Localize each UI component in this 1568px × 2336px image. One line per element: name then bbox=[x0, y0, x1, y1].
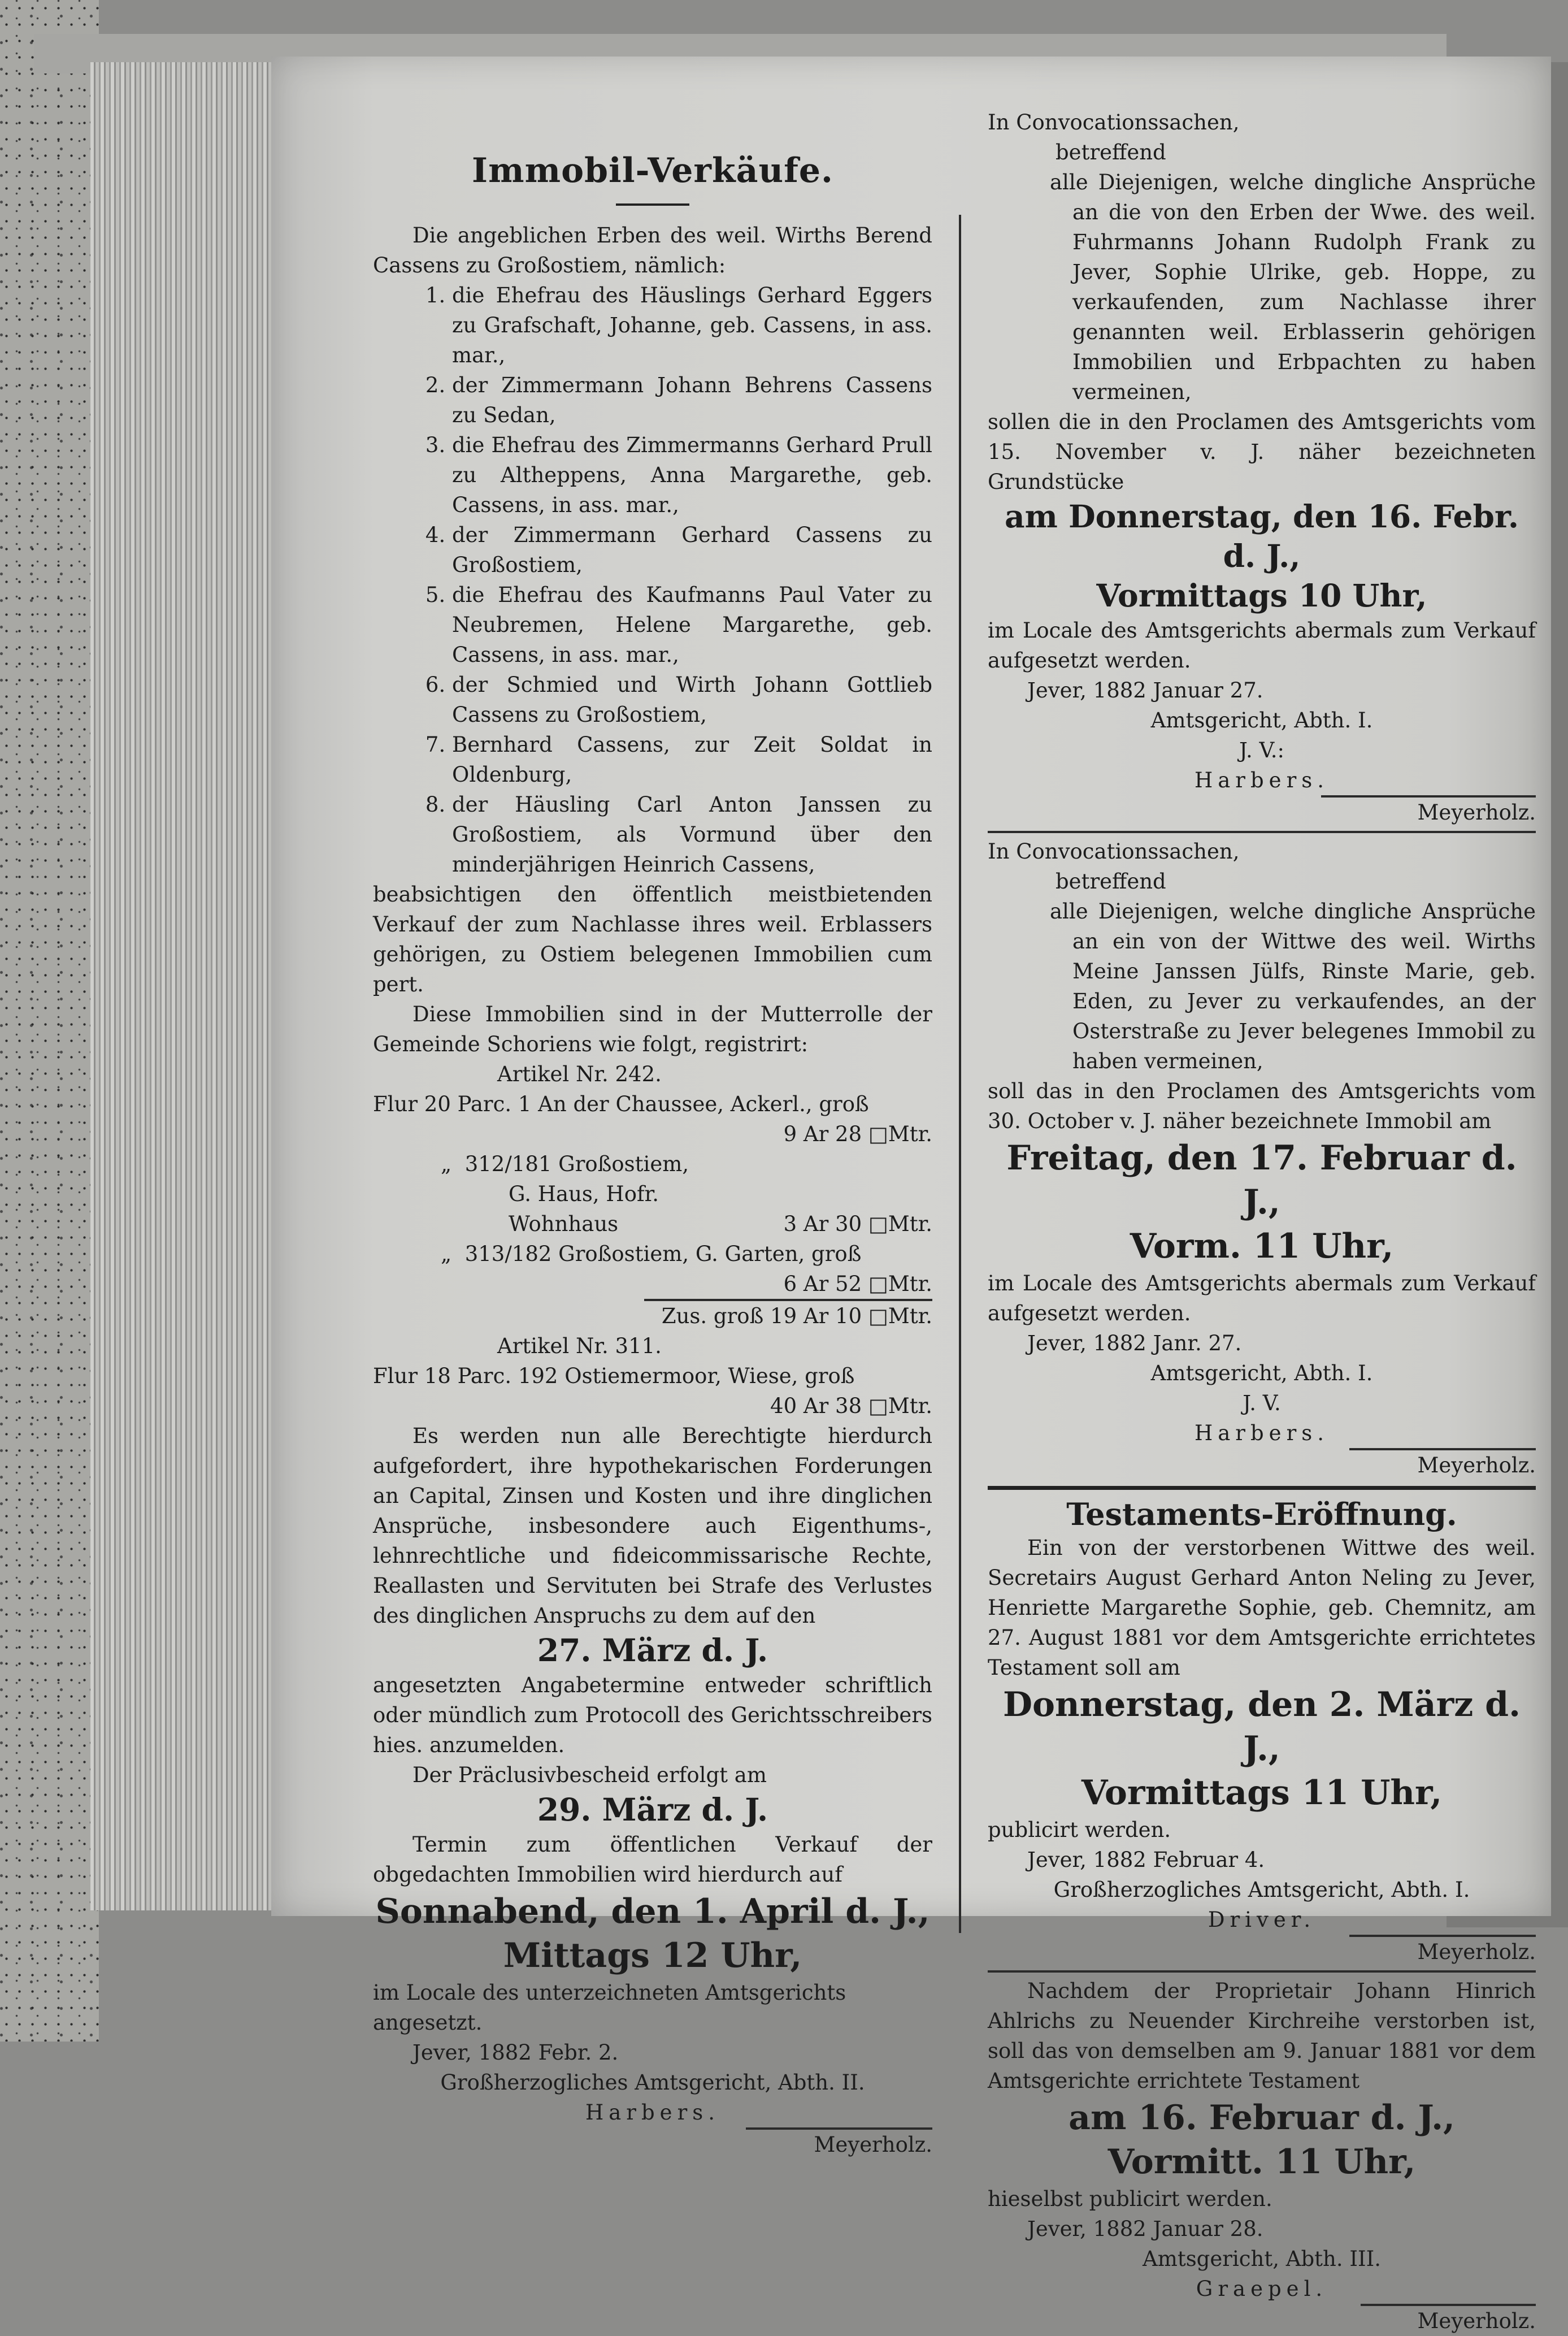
parcel-312-size: 3 Ar 30 □Mtr. bbox=[783, 1212, 932, 1236]
heir-item: 6. der Schmied und Wirth Johann Gottlieb Cassens zu Großostiem, bbox=[452, 670, 932, 730]
call-text-2: angesetzten Angabetermine entweder schriftlich oder mündlich zum Protocoll des Gerichtsschreibers hies. anzumelden. bbox=[373, 1673, 932, 1757]
notice-2-court: Amtsgericht, Abth. I. bbox=[1150, 1361, 1373, 1385]
notice-3-time: Vormittags 11 Uhr, bbox=[1081, 1773, 1443, 1813]
intro-text: Die angeblichen Erben des weil. Wirths Berend Cassens zu Großostiem, nämlich: bbox=[373, 223, 932, 278]
notice-3-signer: Driver. bbox=[1208, 1908, 1316, 1932]
notice-2-signer: Harbers. bbox=[1194, 1421, 1330, 1445]
clerk-name: Meyerholz. bbox=[814, 2133, 932, 2157]
locale-text: im Locale des unterzeichneten Amtsgerichts angesetzt. bbox=[373, 1980, 846, 2035]
notice-2-clerk: Meyerholz. bbox=[1417, 1453, 1536, 1477]
call-text: Es werden nun alle Berechtigte hierdurch aufgefordert, ihre hypothekarischen Forderungen an Capital, Zinsen und Kosten und ihre dinglichen Ansprüche, insbesondere auch Eigenthums-, lehnrechtliche und fideicommissarische Rechte, Reallasten und Servituten bei Strafe des Verlustes des dinglichen Anspruchs zu dem auf den bbox=[373, 1424, 932, 1628]
place-date: Jever, 1882 Febr. 2. bbox=[412, 2040, 619, 2065]
notice-2-date: Freitag, den 17. Februar d. J., bbox=[1006, 1138, 1517, 1222]
section-separator bbox=[988, 1486, 1536, 1490]
parcel-313-text: 313/182 Großostiem, G. Garten, groß bbox=[464, 1242, 862, 1266]
page-stack-edges bbox=[90, 62, 283, 1910]
date-1-april: Sonnabend, den 1. April d. J., bbox=[375, 1892, 930, 1931]
notice-1-signer: Harbers. bbox=[1194, 768, 1330, 792]
flur-20-text: Flur 20 Parc. 1 An der Chaussee, Ackerl., groß bbox=[373, 1092, 869, 1116]
heir-item: 1. die Ehefrau des Häuslings Gerhard Eggers zu Grafschaft, Johanne, geb. Cassens, in ass. mar., bbox=[452, 280, 932, 370]
flur-18-text: Flur 18 Parc. 192 Ostiemermoor, Wiese, groß bbox=[373, 1364, 855, 1388]
notice-2-betreffend: betreffend bbox=[1056, 869, 1166, 894]
parcel-312-text: 312/181 Großostiem, bbox=[464, 1152, 689, 1176]
heading-underline bbox=[616, 203, 689, 206]
parcel-312-use-b: Wohnhaus bbox=[509, 1212, 619, 1236]
notice-1-date: am Donnerstag, den 16. Febr. d. J., bbox=[1004, 498, 1519, 574]
notice-2-heading: In Convocationssachen, bbox=[988, 839, 1240, 864]
article-242: Artikel Nr. 242. bbox=[497, 1062, 662, 1086]
column-divider bbox=[959, 215, 961, 1933]
heir-item: 4. der Zimmermann Gerhard Cassens zu Großostiem, bbox=[452, 520, 932, 580]
heir-item: 7. Bernhard Cassens, zur Zeit Soldat in Oldenburg, bbox=[452, 730, 932, 790]
notice-3-clerk: Meyerholz. bbox=[1417, 1940, 1536, 1964]
notice-4-body: Nachdem der Proprietair Johann Hinrich Ahlrichs zu Neuender Kirchreihe verstorben ist, soll das von demselben am 9. Januar 1881 vor dem Amtsgerichte errichtete Testament bbox=[988, 1979, 1536, 2093]
notice-1-time: Vormittags 10 Uhr, bbox=[1096, 577, 1427, 614]
notice-1-locale: im Locale des Amtsgerichts abermals zum Verkauf aufgesetzt werden. bbox=[988, 618, 1536, 673]
notice-4-signer: Graepel. bbox=[1196, 2277, 1328, 2301]
notice-3-place-date: Jever, 1882 Februar 4. bbox=[1027, 1848, 1265, 1872]
notice-4-pub: hieselbst publicirt werden. bbox=[988, 2187, 1272, 2211]
notice-4-court: Amtsgericht, Abth. III. bbox=[1143, 2247, 1381, 2271]
notice-4-place-date: Jever, 1882 Januar 28. bbox=[1027, 2217, 1263, 2241]
section-heading: Immobil-Verkäufe. bbox=[472, 151, 833, 190]
notice-1-body: alle Diejenigen, welche dingliche Ansprüche an die von den Erben der Wwe. des weil. Fuhrmanns Johann Rudolph Frank zu Jever, Sophie Ulrike, geb. Hoppe, zu verkaufenden, zum Nachlasse ihrer genannten weil. Erblasserin gehörigen Immobilien und Erbpachten zu haben vermeinen, bbox=[1050, 170, 1536, 404]
notice-separator bbox=[988, 831, 1536, 833]
parcel-312-use-a: G. Haus, Hofr. bbox=[509, 1182, 659, 1206]
heir-item: 5. die Ehefrau des Kaufmanns Paul Vater zu Neubremen, Helene Margarethe, geb. Cassens, in ass. mar., bbox=[452, 580, 932, 670]
register-text: Diese Immobilien sind in der Mutterrolle der Gemeinde Schoriens wie folgt, registrirt: bbox=[373, 1002, 932, 1056]
notice-1-text: sollen die in den Proclamen des Amtsgerichts vom 15. November v. J. näher bezeichneten Grundstücke bbox=[988, 410, 1536, 494]
book-cover-speckled-edge bbox=[0, 0, 99, 2042]
right-column bbox=[988, 107, 1536, 2336]
notice-3-pub: publicirt werden. bbox=[988, 1818, 1171, 1842]
notice-2-text: soll das in den Proclamen des Amtsgerichts vom 30. October v. J. näher bezeichnete Immobil am bbox=[988, 1079, 1536, 1133]
date-29-march: 29. März d. J. bbox=[537, 1791, 768, 1828]
notice-1-clerk: Meyerholz. bbox=[1417, 800, 1536, 825]
notice-1-iv: J. V.: bbox=[1239, 738, 1284, 762]
parcel-313-size: 6 Ar 52 □Mtr. bbox=[783, 1272, 932, 1296]
notice-3-heading: Testaments-Eröffnung. bbox=[1066, 1496, 1457, 1532]
date-27-march: 27. März d. J. bbox=[537, 1632, 768, 1668]
signer-name: Harbers. bbox=[585, 2100, 720, 2125]
notice-separator bbox=[988, 1970, 1536, 1973]
ditto-mark: „ bbox=[441, 1152, 452, 1176]
left-column bbox=[373, 107, 932, 2160]
heir-item: 3. die Ehefrau des Zimmermanns Gerhard Prull zu Altheppens, Anna Margarethe, geb. Cassens, in ass. mar., bbox=[452, 430, 932, 520]
flur-18-size: 40 Ar 38 □Mtr. bbox=[770, 1394, 932, 1418]
notice-4-date: am 16. Februar d. J., bbox=[1069, 2098, 1455, 2138]
heir-item: 2. der Zimmermann Johann Behrens Cassens zu Sedan, bbox=[452, 370, 932, 430]
notice-1-court: Amtsgericht, Abth. I. bbox=[1150, 708, 1373, 733]
ditto-mark: „ bbox=[441, 1242, 452, 1266]
flur-20-size: 9 Ar 28 □Mtr. bbox=[783, 1122, 932, 1146]
notice-3-court: Großherzogliches Amtsgericht, Abth. I. bbox=[1053, 1878, 1470, 1902]
notice-2-place-date: Jever, 1882 Janr. 27. bbox=[1027, 1331, 1242, 1355]
notice-2-iv: J. V. bbox=[1243, 1391, 1281, 1415]
court-name: Großherzogliches Amtsgericht, Abth. II. bbox=[440, 2070, 865, 2095]
notice-1-betreffend: betreffend bbox=[1056, 140, 1166, 164]
notice-2-body: alle Diejenigen, welche dingliche Ansprüche an ein von der Wittwe des weil. Wirths Meine Janssen Jülfs, Rinste Marie, geb. Eden, zu Jever zu verkaufendes, an der Osterstraße zu Jever belegenes Immobil zu haben vermeinen, bbox=[1050, 899, 1536, 1073]
notice-1-place-date: Jever, 1882 Januar 27. bbox=[1027, 678, 1263, 703]
time-12-uhr: Mittags 12 Uhr, bbox=[503, 1936, 802, 1975]
notice-4-clerk: Meyerholz. bbox=[1417, 2309, 1536, 2333]
heir-item: 8. der Häusling Carl Anton Janssen zu Großostiem, als Vormund über den minderjährigen Heinrich Cassens, bbox=[452, 790, 932, 879]
notice-2-time: Vorm. 11 Uhr, bbox=[1130, 1226, 1394, 1266]
notice-4-time: Vormitt. 11 Uhr, bbox=[1107, 2142, 1416, 2182]
praeclusiv-text: Der Präclusivbescheid erfolgt am bbox=[412, 1763, 767, 1787]
intent-text: beabsichtigen den öffentlich meistbietenden Verkauf der zum Nachlasse ihres weil. Erblassers gehörigen, zu Ostiem belegenen Immobilien cum pert. bbox=[373, 882, 932, 996]
heirs-list bbox=[373, 280, 932, 879]
notice-2-locale: im Locale des Amtsgerichts abermals zum Verkauf aufgesetzt werden. bbox=[988, 1271, 1536, 1325]
notice-1-heading: In Convocationssachen, bbox=[988, 110, 1240, 135]
article-311: Artikel Nr. 311. bbox=[497, 1334, 662, 1358]
notice-3-body: Ein von der verstorbenen Wittwe des weil. Secretairs August Gerhard Anton Neling zu Jever, Henriette Margarethe Sophie, geb. Chemnitz, am 27. August 1881 vor dem Amtsgerichte errichtetes Testament soll am bbox=[988, 1536, 1536, 1680]
total-size: Zus. groß 19 Ar 10 □Mtr. bbox=[661, 1304, 932, 1328]
notice-3-date: Donnerstag, den 2. März d. J., bbox=[1002, 1685, 1521, 1769]
termin-text: Termin zum öffentlichen Verkauf der obgedachten Immobilien wird hierdurch auf bbox=[373, 1832, 932, 1887]
